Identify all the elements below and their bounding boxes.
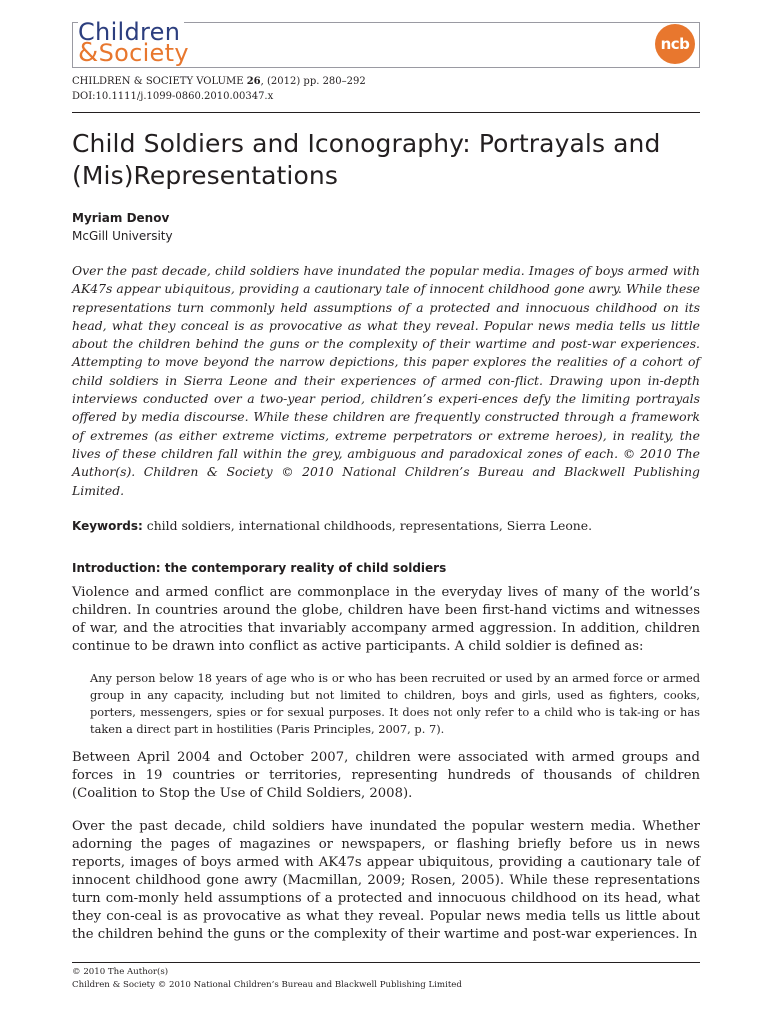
footer-rule [72, 962, 700, 963]
keywords-label: Keywords: [72, 519, 143, 533]
citation-block [72, 74, 366, 104]
journal-header [72, 16, 700, 68]
doi-line: DOI:10.1111/j.1099-0860.2010.00347.x [72, 91, 274, 102]
body-paragraph-3: Over the past decade, child soldiers have inundated the popular western media. Whether adorning the pages of magazines or newspapers, or flashing briefly before us in news reports, images of boys armed with AK47s appear ubiquitous, providing a cautionary tale of innocent childhood gone awry (Macmillan, 2009; Rosen, 2005). While these representations turn com-monly held assumptions of a protected and innocuous childhood on its head, what they con-ceal is as provocative as what they reveal. Popular news media tells us little about the children behind the guns or the complexity of their wartime and post-war experiences. In [72, 819, 700, 942]
journal-name-ampersand: & [78, 38, 99, 68]
citation-line [72, 74, 366, 89]
ncb-logo [651, 24, 695, 64]
journal-name-society-line [78, 40, 189, 66]
header-rule [72, 112, 700, 113]
keywords [72, 517, 700, 535]
citation-volume: 26 [246, 76, 261, 87]
header-border-right [699, 22, 700, 68]
body-paragraph-1: Violence and armed conflict are commonplace in the everyday lives of many of the world’s children. In countries around the globe, children have been first-hand victims and witnesses of war, and the atrocities that invariably accompany armed aggression. In addition, children continue to be drawn into conflict as active participants. A child soldier is defined as: [72, 585, 700, 654]
citation-prefix: CHILDREN & SOCIETY VOLUME [72, 76, 247, 87]
journal-name-society: Society [98, 39, 189, 67]
header-border-bottom [72, 67, 700, 68]
keywords-text: child soldiers, international childhoods, representations, Sierra Leone. [142, 518, 593, 533]
abstract: Over the past decade, child soldiers have inundated the popular media. Images of boys armed with AK47s appear ubiquitous, providing a cautionary tale of innocent childhood gone awry. While these representations turn commonly held assumptions of a protected and innocuous childhood on its head, what they conceal is as provocative as what they reveal. Popular news media tells us little about the children behind the guns or the complexity of their wartime and post-war experiences. Attempting to move beyond the narrow depictions, this paper explores the realities of a cohort of child soldiers in Sierra Leone and their experiences of armed con-flict. Drawing upon in-depth interviews conducted over a two-year period, children’s experi-ences defy the limiting portrayals offered by media discourse. While these children are frequently constructed through a framework of extremes (as either extreme victims, extreme perpetrators or extreme heroes), in reality, the lives of these children fall within the grey, ambiguous and paradoxical zones of each. © 2010 The Author(s). Children & Society © 2010 National Children’s Bureau and Blackwell Publishing Limited. [72, 263, 700, 498]
author-name: Myriam Denov [72, 211, 170, 225]
footer [72, 966, 462, 992]
author-affiliation: McGill University [72, 229, 173, 243]
footer-copyright-author: © 2010 The Author(s) [72, 967, 169, 977]
block-quote: Any person below 18 years of age who is or who has been recruited or used by an armed force or armed group in any capacity, including but not limited to children, boys and girls, used as fighters, cooks, porters, messengers, spies or for sexual purposes. It does not only refer to a child who is tak-ing or has taken a direct part in hostilities (Paris Principles, 2007, p. 7). [90, 671, 700, 736]
section-heading: Introduction: the contemporary reality of child soldiers [72, 561, 447, 575]
journal-name-children: Children [78, 19, 184, 45]
article-title: Child Soldiers and Iconography: Portrayals and (Mis)Representations [72, 129, 661, 190]
header-border-left [72, 22, 73, 68]
footer-copyright-journal: Children & Society © 2010 National Children’s Bureau and Blackwell Publishing Limited [72, 980, 462, 990]
body-paragraph-2: Between April 2004 and October 2007, children were associated with armed groups and forces in 19 countries or territories, representing hundreds of thousands of children (Coalition to Stop the Use of Child Soldiers, 2008). [72, 750, 700, 801]
citation-suffix: , (2012) pp. 280–292 [260, 76, 366, 87]
ncb-logo-text: ncb [655, 24, 695, 64]
